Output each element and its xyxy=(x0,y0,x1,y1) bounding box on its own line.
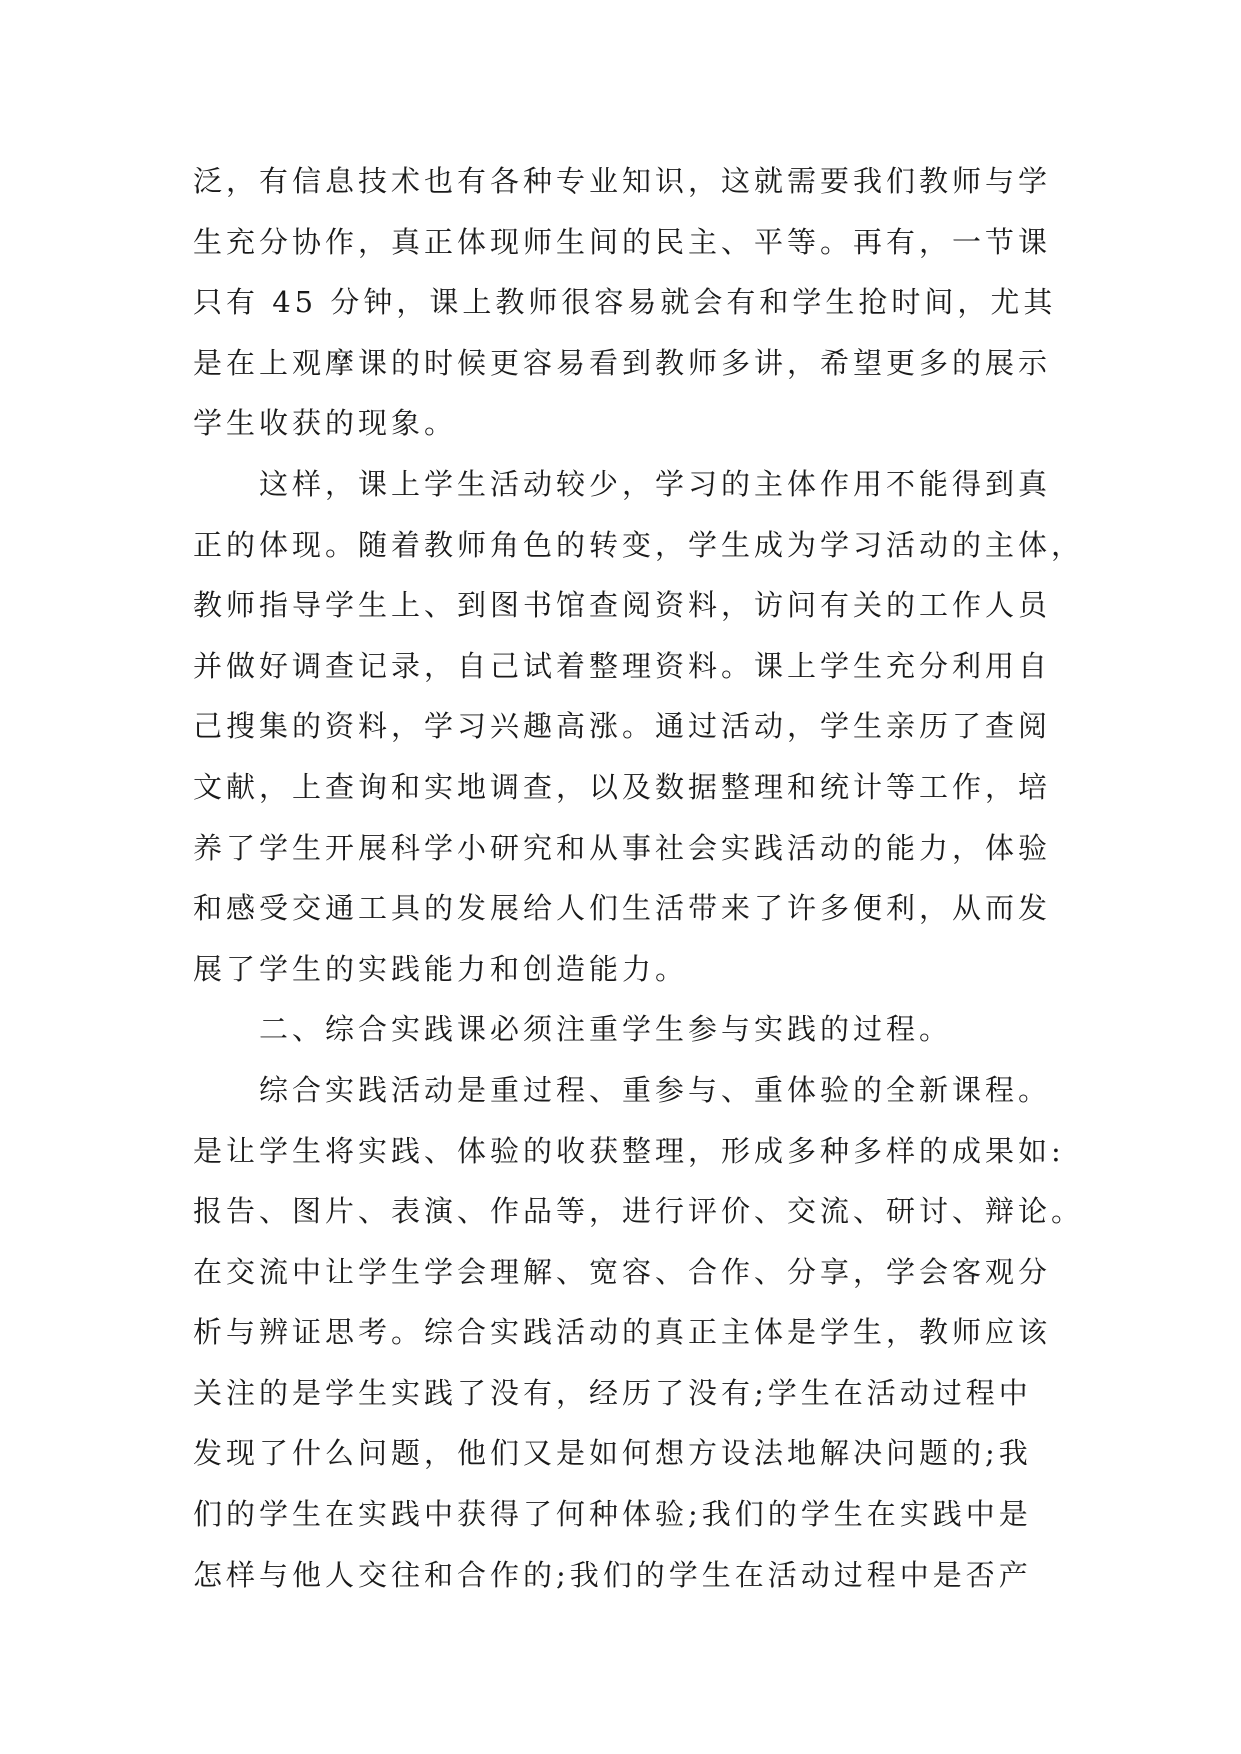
text-line: 并做好调查记录，自己试着整理资料。课上学生充分利用自 xyxy=(193,648,1052,683)
text-line: 是让学生将实践、体验的收获整理，形成多种多样的成果如: xyxy=(193,1133,1065,1168)
text-line: 展了学生的实践能力和创造能力。 xyxy=(193,951,689,986)
text-line: 发现了什么问题，他们又是如何想方设法地解决问题的;我 xyxy=(193,1436,1032,1471)
text-line: 学生收获的现象。 xyxy=(193,406,458,441)
text-line: 在交流中让学生学会理解、宽容、合作、分享，学会客观分 xyxy=(193,1254,1052,1289)
text-line: 生充分协作，真正体现师生间的民主、平等。再有，一节课 xyxy=(193,224,1052,259)
text-line: 们的学生在实践中获得了何种体验;我们的学生在实践中是 xyxy=(193,1497,1032,1532)
text-line: 是在上观摩课的时候更容易看到教师多讲，希望更多的展示 xyxy=(193,345,1052,380)
text-line: 教师指导学生上、到图书馆查阅资料，访问有关的工作人员 xyxy=(193,588,1052,623)
text-line: 报告、图片、表演、作品等，进行评价、交流、研讨、辩论。 xyxy=(193,1194,1085,1229)
text-line: 只有 45 分钟，课上教师很容易就会有和学生抢时间，尤其 xyxy=(193,285,1057,320)
text-line: 泛，有信息技术也有各种专业知识，这就需要我们教师与学 xyxy=(193,164,1052,198)
text-line: 怎样与他人交往和合作的;我们的学生在活动过程中是否产 xyxy=(193,1557,1032,1592)
text-line: 文献，上查询和实地调查，以及数据整理和统计等工作，培 xyxy=(193,769,1052,804)
text-line: 这样，课上学生活动较少，学习的主体作用不能得到真 xyxy=(193,466,1052,501)
text-line: 析与辨证思考。综合实践活动的真正主体是学生，教师应该 xyxy=(193,1315,1052,1350)
text-line: 己搜集的资料，学习兴趣高涨。通过活动，学生亲历了查阅 xyxy=(193,709,1052,744)
text-line: 和感受交通工具的发展给人们生活带来了许多便利，从而发 xyxy=(193,891,1052,926)
body-text xyxy=(193,151,1085,1605)
text-line: 综合实践活动是重过程、重参与、重体验的全新课程。 xyxy=(193,1072,1052,1107)
section-heading: 二、综合实践课必须注重学生参与实践的过程。 xyxy=(193,1012,953,1047)
text-line: 正的体现。随着教师角色的转变，学生成为学习活动的主体， xyxy=(193,527,1085,562)
text-line: 关注的是学生实践了没有，经历了没有;学生在活动过程中 xyxy=(193,1375,1032,1410)
text-line: 养了学生开展科学小研究和从事社会实践活动的能力，体验 xyxy=(193,830,1052,865)
